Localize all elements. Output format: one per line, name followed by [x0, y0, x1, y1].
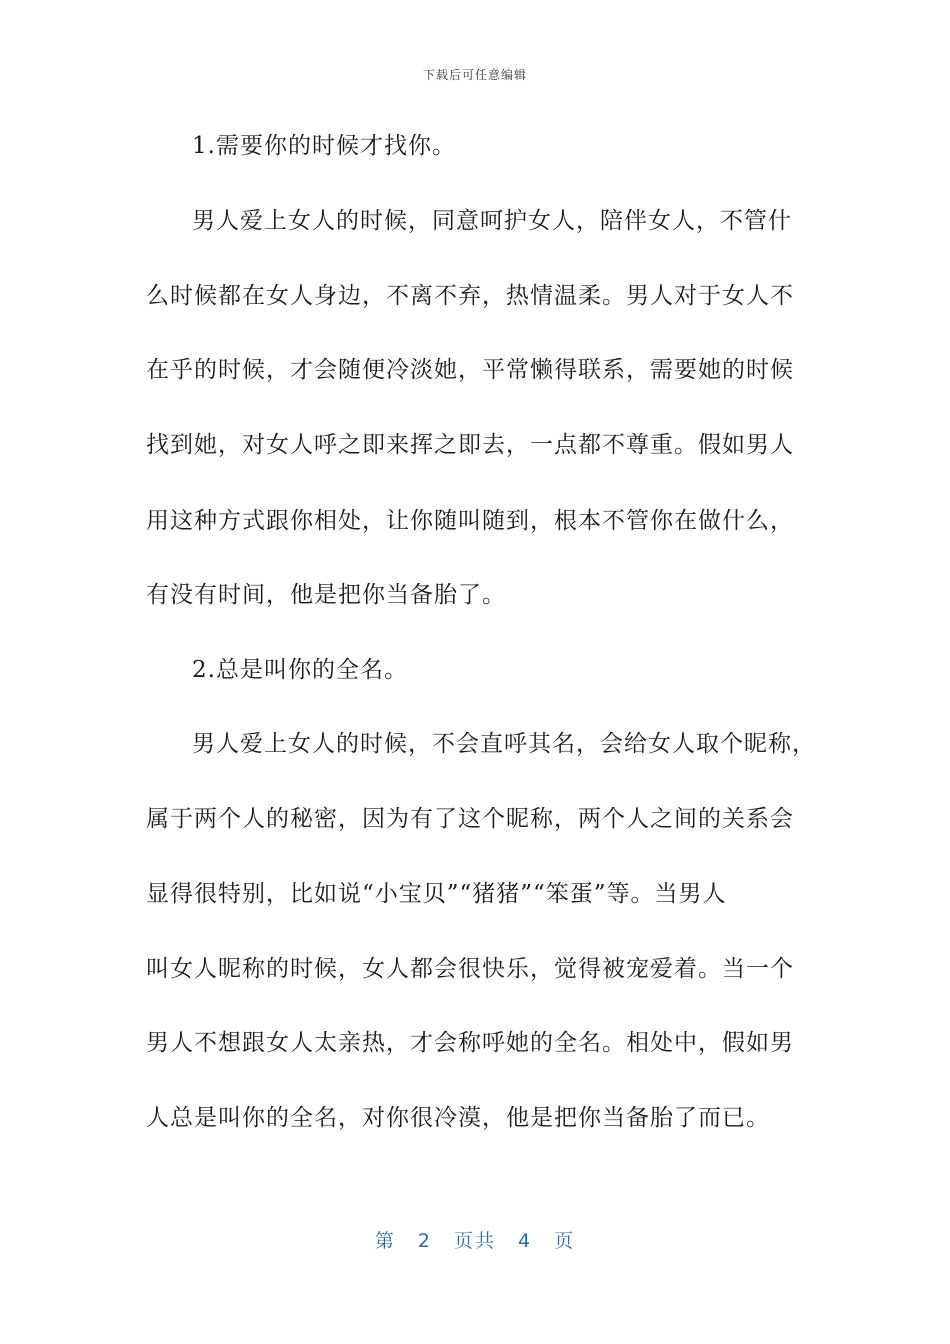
paragraph-line: 叫女人昵称的时候，女人都会很快乐，觉得被宠爱着。当一个: [146, 956, 794, 982]
paragraph-line: 男人爱上女人的时候，不会直呼其名，会给女人取个昵称，: [192, 731, 816, 757]
page-number-footer: [0, 1226, 950, 1253]
paragraph-line: 用这种方式跟你相处，让你随叫随到，根本不管你在做什么，: [146, 508, 794, 534]
paragraph-line: 属于两个人的秘密，因为有了这个昵称，两个人之间的关系会: [146, 806, 794, 832]
paragraph-line: 显得很特别，比如说“小宝贝”“猪猪”“笨蛋”等。当男人: [146, 881, 727, 907]
footer-middle: 页共: [453, 1230, 496, 1252]
paragraph-line: 么时候都在女人身边，不离不弃，热情温柔。男人对于女人不: [146, 283, 794, 309]
heading-1: 1.需要你的时候才找你。: [192, 133, 456, 159]
paragraph-line: 男人不想跟女人太亲热，才会称呼她的全名。相处中，假如男: [146, 1030, 794, 1056]
paragraph-line: 在乎的时候，才会随便冷淡她，平常懒得联系，需要她的时候: [146, 357, 794, 383]
heading-2: 2.总是叫你的全名。: [192, 657, 408, 683]
total-page-number: 4: [518, 1230, 533, 1252]
footer-suffix: 页: [554, 1230, 576, 1252]
paragraph-line: 找到她，对女人呼之即来挥之即去，一点都不尊重。假如男人: [146, 432, 794, 458]
paragraph-line: 男人爱上女人的时候，同意呵护女人，陪伴女人，不管什: [192, 208, 792, 234]
paragraph-line: 人总是叫你的全名，对你很冷漠，他是把你当备胎了而已。: [146, 1105, 770, 1131]
paragraph-line: 有没有时间，他是把你当备胎了。: [146, 582, 506, 608]
page-header-note: 下载后可任意编辑: [422, 68, 527, 82]
current-page-number: 2: [417, 1230, 432, 1252]
footer-prefix: 第: [374, 1230, 396, 1252]
